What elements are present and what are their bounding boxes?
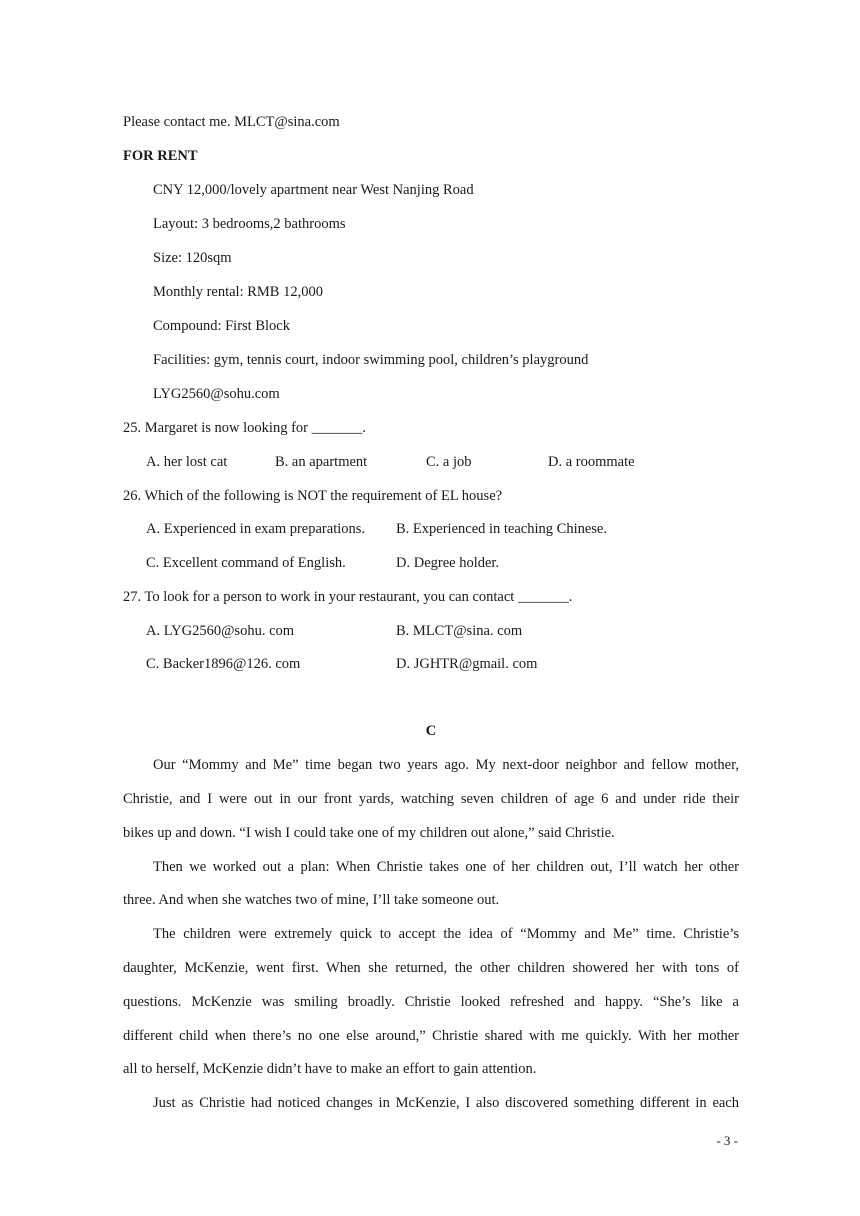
question-25-option-d: D. a roommate [548, 454, 635, 470]
question-27-option-c: C. Backer1896@126. com [146, 656, 301, 672]
question-25-option-a: A. her lost cat [146, 454, 228, 470]
question-25-option-b: B. an apartment [275, 454, 368, 470]
passage-line-7: daughter, McKenzie, went first. When she returned, the other children showered her with tons of [123, 960, 739, 976]
for-rent-heading: FOR RENT [123, 148, 198, 164]
question-25-option-c: C. a job [426, 454, 472, 470]
question-27-option-a: A. LYG2560@sohu. com [146, 623, 295, 639]
page-number: - 3 - [716, 1133, 738, 1148]
question-26-option-c: C. Excellent command of English. [146, 555, 346, 571]
question-26-option-d: D. Degree holder. [396, 555, 500, 571]
passage-line-4: Then we worked out a plan: When Christie takes one of her children out, I’ll watch her other [153, 859, 739, 875]
passage-line-6: The children were extremely quick to accept the idea of “Mommy and Me” time. Christie’s [153, 926, 739, 942]
rent-line-compound: Compound: First Block [153, 318, 290, 334]
question-26-option-a: A. Experienced in exam preparations. [146, 521, 366, 537]
question-26-option-b: B. Experienced in teaching Chinese. [396, 521, 607, 537]
question-27-stem: 27. To look for a person to work in your restaurant, you can contact _______. [123, 589, 573, 605]
rent-line-rental: Monthly rental: RMB 12,000 [153, 284, 323, 300]
question-26-stem: 26. Which of the following is NOT the requirement of EL house? [123, 488, 503, 504]
question-25-stem: 25. Margaret is now looking for _______. [123, 420, 366, 436]
contact-line: Please contact me. MLCT@sina.com [123, 114, 340, 130]
rent-line-size: Size: 120sqm [153, 250, 232, 266]
passage-line-11: Just as Christie had noticed changes in McKenzie, I also discovered something different in each [153, 1095, 739, 1111]
rent-line-facilities: Facilities: gym, tennis court, indoor swimming pool, children’s playground [153, 352, 589, 368]
rent-line-price: CNY 12,000/lovely apartment near West Nanjing Road [153, 182, 474, 198]
passage-line-8: questions. McKenzie was smiling broadly. Christie looked refreshed and happy. “She’s like a [123, 994, 739, 1010]
rent-line-layout: Layout: 3 bedrooms,2 bathrooms [153, 216, 346, 232]
passage-line-9: different child when there’s no one else around,” Christie shared with me quickly. With her mother [123, 1028, 739, 1044]
passage-line-10: all to herself, McKenzie didn’t have to make an effort to gain attention. [123, 1061, 537, 1077]
passage-line-1: Our “Mommy and Me” time began two years ago. My next-door neighbor and fellow mother, [153, 757, 739, 773]
passage-line-5: three. And when she watches two of mine, I’ll take someone out. [123, 892, 500, 908]
question-27-option-d: D. JGHTR@gmail. com [396, 656, 538, 672]
rent-line-email: LYG2560@sohu.com [153, 386, 280, 402]
section-c-heading: C [425, 723, 437, 739]
passage-line-3: bikes up and down. “I wish I could take one of my children out alone,” said Christie. [123, 825, 615, 841]
question-27-option-b: B. MLCT@sina. com [396, 623, 523, 639]
passage-line-2: Christie, and I were out in our front yards, watching seven children of age 6 and under ride their [123, 791, 739, 807]
